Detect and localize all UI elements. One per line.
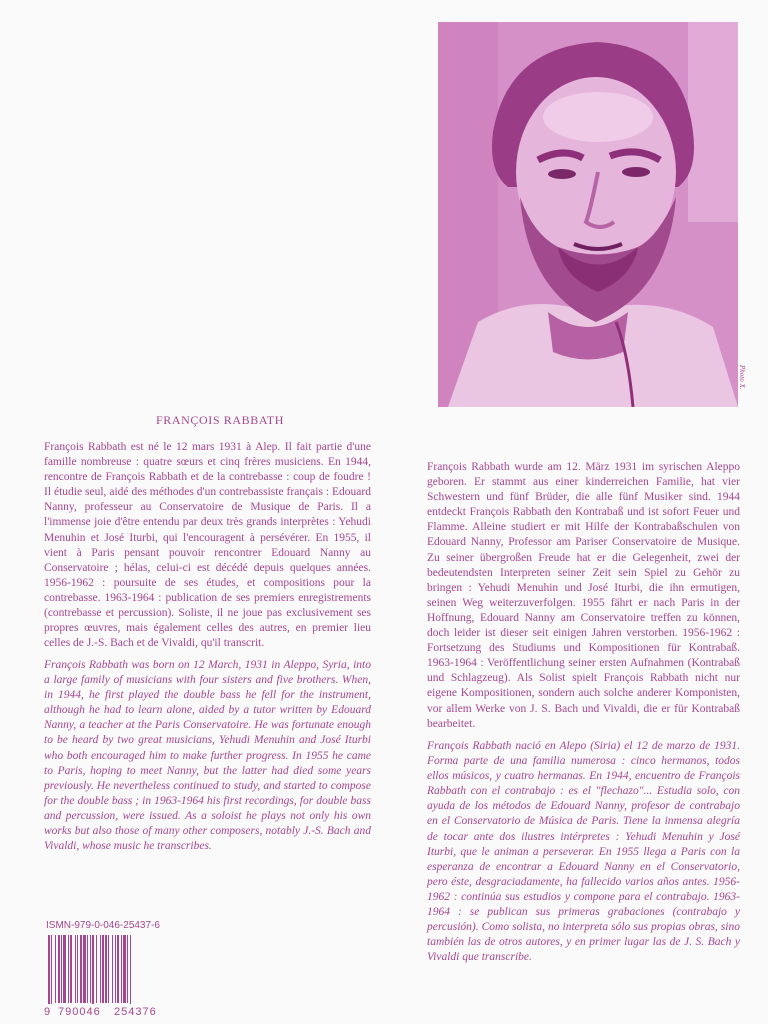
barcode-bar [48, 935, 50, 1011]
english-biography: François Rabbath was born on 12 March, 1931 in Aleppo, Syria, into a large family of musicians with four sisters and five brothers. When, in 1944, he first played the double bass he fell for the instrument, although he had to learn alone, aided by a tutor written by Edouard Nanny, a teacher at the Paris Conservatoire. He was fortunate enough to be heard by two great musicians, Yehudi Menuhin and José Iturbi who both encouraged him to make further progress. In 1955 he came to Paris, hoping to meet Nanny, but the latter had died some years previously. He nevertheless continued to study, and started to compose for the double bass ; in 1963-1964 his first recordings, for double bass and percussion, were issued. As a soloist he plays not only his own works but also those of many other composers, notably J.-S. Bach and Vivaldi, whose music he transcribes. [44, 659, 371, 853]
barcode-bar [115, 935, 116, 1003]
barcode-bar [51, 935, 52, 1011]
page-title: FRANÇOIS RABBATH [156, 413, 284, 427]
barcode-bar [102, 935, 104, 1003]
barcode-bar [92, 935, 94, 1011]
portrait-illustration [438, 22, 738, 407]
barcode-bar [58, 935, 60, 1003]
barcode-bar [75, 935, 76, 1003]
barcode-digits-left: 790046 [58, 1006, 101, 1018]
barcode-bar [80, 935, 82, 1003]
barcode-bar [87, 935, 88, 1003]
barcode-bar [55, 935, 56, 1003]
barcode-bar [61, 935, 62, 1003]
french-biography: François Rabbath est né le 12 mars 1931 à Alep. Il fait partie d'une famille nombreuse : quatre sœurs et cinq frères musiciens. En 1944, rencontre de François Rabbath et de la contrebasse : coup de foudre ! Il étudie seul, aidé des méthodes d'un contrebassiste français : Edouard Nanny, professeur au Conservatoire de Musique de Paris. Il a l'immense joie d'être entendu par deux très grands interprètes : Yehudi Menuhin et José Iturbi, qui l'encouragent à persévérer. En 1955, il vient à Paris pensant pouvoir rencontrer Edouard Nanny au Conservatoire ; hélas, celui-ci est décédé depuis quelques années. 1956-1962 : poursuite de ses études, et compositions pour la contrebasse. 1963-1964 : publication de ses premiers enregistrements (contrebasse et percussion). Soliste, il ne joue pas exclusivement ses propres œuvres, mais également celles des autres, en premier lieu celles de J.-S. Bach et de Vivaldi, qu'il transcrit. [44, 441, 371, 650]
barcode [42, 935, 170, 1013]
barcode-bar [123, 935, 126, 1003]
barcode-bar [70, 935, 72, 1003]
barcode-digits-right: 254376 [114, 1006, 157, 1018]
barcode-digit-first: 9 [44, 1006, 51, 1018]
barcode-bar [83, 935, 86, 1003]
barcode-bar [96, 935, 97, 1003]
barcode-bar [112, 935, 113, 1003]
barcode-bar [68, 935, 69, 1003]
barcode-digits [44, 1004, 172, 1020]
german-biography: François Rabbath wurde am 12. März 1931 im syrischen Aleppo geboren. Er stammt aus einer kinderreichen Familie, hat vier Schwestern und fünf Brüder, die alle fünf Musiker sind. 1944 entdeckt François Rabbath den Kontrabaß und ist sofort Feuer und Flamme. Alleine studiert er mit Hilfe der Kontrabaßschulen von Edouard Nanny, Professor am Pariser Conservatoire de Musique. Zu seiner übergroßen Freude hat er die Gelegenheit, zwei der bedeutendsten Interpreten seiner Zeit sein Spiel zu Gehör zu bringen : Yehudi Menuhin und José Iturbi, die ihn ermutigen, seinen Weg weiterzuverfolgen. 1955 fährt er nach Paris in der Hoffnung, Edouard Nanny am Conservatoire treffen zu können, doch leider ist dieser seit einigen Jahren verstorben. 1956-1962 : Fortsetzung des Studiums und Kompositionen für Kontrabaß. 1963-1964 : Veröffentlichung seiner ersten Aufnahmen (Kontrabaß und Schlagzeug). Als Solist spielt François Rabbath nicht nur eigene Kompositionen, sondern auch solche anderer Komponisten, vor allem Werke von J. S. Bach und Vivaldi, die er für Kontrabaß bearbeitet. [427, 461, 740, 730]
barcode-bar [127, 935, 128, 1003]
barcode-bar [130, 935, 131, 1011]
barcode-bar [108, 935, 109, 1003]
ismn-number: ISMN-979-0-046-25437-6 [46, 920, 160, 931]
barcode-bar [105, 935, 107, 1003]
barcode-bar [77, 935, 78, 1003]
portrait-photo [438, 22, 738, 407]
photo-credit: Photo X. [738, 365, 746, 390]
spanish-biography: François Rabbath nació en Alepo (Siria) el 12 de marzo de 1931. Forma parte de una familia numerosa : cinco hermanos, todos ellos músicos, y cuatro hermanas. En 1944, encuentro de François Rabbath con el contrabajo : es el "flechazo"... Estudia solo, con ayuda de los métodos de Edouard Nanny, profesor de contrabajo en el Conservatorio de Música de Paris. Tiene la inmensa alegría de tocar ante dos ilustres intérpretes : Yehudi Menuhin y José Iturbi, que le animan a perseverar. En 1955 llega a Paris con la esperanza de encontrar a Edouard Nanny en el Conservatorio, pero éste, desgraciadamente, ha fallecido varios años antes. 1956-1962 : continúa sus estudios y compone para el contrabajo. 1963-1964 : se publican sus primeras grabaciones (contrabajo y percusión). Como solista, no interpreta sólo sus propias obras, sino también las de otros autores, y en primer lugar las de J. S. Bach y Vivaldi que transcribe. [427, 740, 740, 964]
barcode-bar [63, 935, 66, 1003]
barcode-bar [117, 935, 119, 1003]
barcode-bar [100, 935, 101, 1003]
barcode-bar [90, 935, 91, 1003]
barcode-bar [121, 935, 122, 1003]
